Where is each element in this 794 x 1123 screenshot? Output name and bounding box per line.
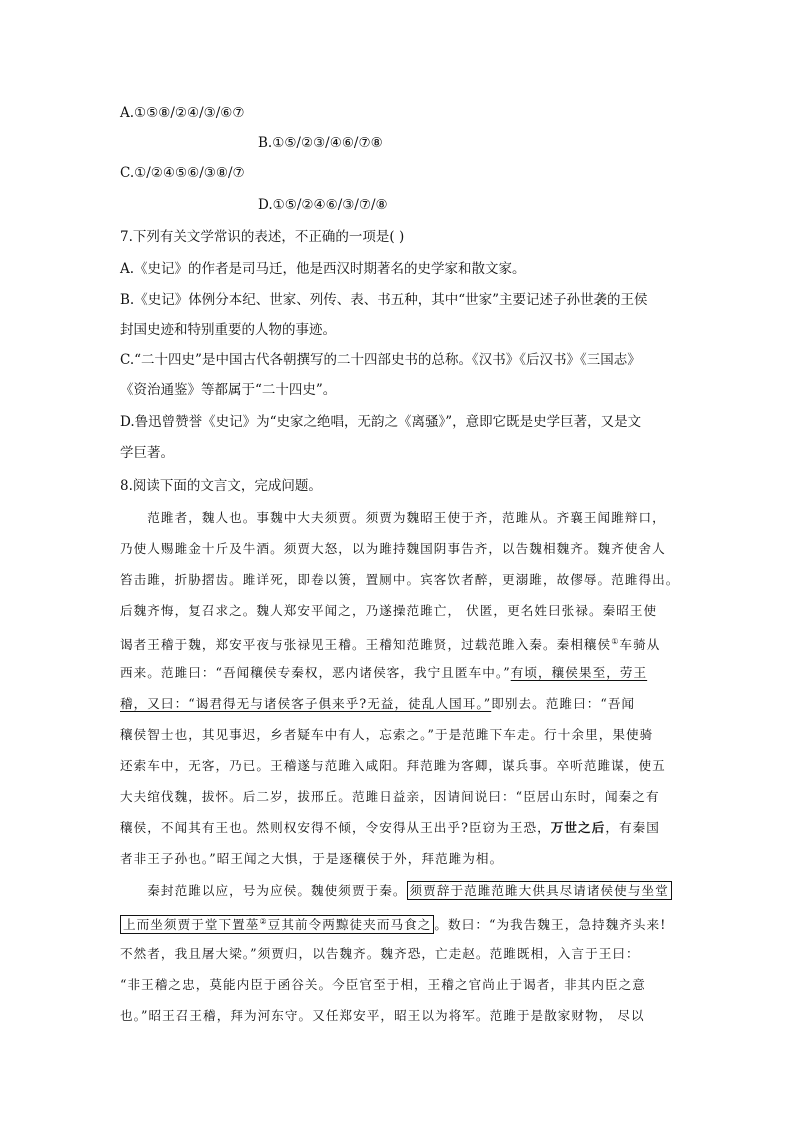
passage-line: 笞击雎，折胁摺齿。雎详死，即卷以箦，置厕中。宾客饮者醉，更溺雎，故僇辱。范雎得出。 bbox=[120, 572, 680, 587]
boxed-sentence: 须贾辞于范雎范雎大供具尽请诸侯使与坐堂 bbox=[407, 881, 672, 900]
passage-line: 穰侯智士也，其见事迟，乡者疑车中有人，忘索之。”于是范雎下车走。行十余里，果使骑 bbox=[120, 727, 654, 742]
question-7-option-c-line1: C.“二十四史”是中国古代各朝撰写的二十四部史书的总称。《汉书》《后汉书》《三国志》 bbox=[120, 352, 641, 368]
underlined-sentence: 稽，又曰：“谒君得无与诸侯客子俱来乎?无益，徒乱人国耳。” bbox=[120, 696, 492, 711]
passage-line: 者非王子孙也。”昭王闻之大惧，于是逐穰侯于外，拜范雎为相。 bbox=[120, 851, 504, 866]
question-7-option-c-line2: 《资治通鉴》等都属于“二十四史”。 bbox=[120, 382, 337, 398]
boxed-text: 豆其前令两黥徒夹而马食之 bbox=[267, 917, 432, 933]
footnote-marker: ① bbox=[611, 637, 620, 646]
boxed-text: 上而坐须贾于堂下置莝 bbox=[123, 917, 260, 933]
option-d: D.①⑤/②④⑥/③/⑦/⑧ bbox=[258, 197, 388, 213]
passage-line bbox=[120, 818, 660, 838]
passage-text: 秦封范雎以应，号为应侯。魏使须贾于秦。 bbox=[120, 883, 407, 898]
question-8-stem: 8.阅读下面的文言文，完成问题。 bbox=[120, 478, 322, 494]
passage-line: 后魏齐悔，复召求之。魏人郑安平闻之，乃遂操范雎亡， 伏匿，更名姓曰张禄。秦昭王使 bbox=[120, 603, 658, 618]
bold-phrase: 万世之后 bbox=[550, 820, 606, 835]
question-7-option-b-line1: B.《史记》体例分本纪、世家、列传、表、书五种，其中“世家”主要记述子孙世袭的王侯 bbox=[120, 292, 648, 308]
passage-line bbox=[120, 632, 660, 655]
passage-line: 范雎者，魏人也。事魏中大夫须贾。须贾为魏昭王使于齐，范雎从。齐襄王闻雎辩口， bbox=[120, 510, 666, 525]
passage-line: 大夫绾伐魏，拔怀。后二岁，拔邢丘。范雎日益亲，因请间说曰：“臣居山东时，闻秦之有 bbox=[120, 789, 660, 804]
passage-text: 即别去。范雎曰：“吾闻 bbox=[491, 696, 636, 711]
option-a: A.①⑤⑧/②④/③/⑥⑦ bbox=[120, 105, 245, 121]
passage-text: 谒者王稽于魏，郑安平夜与张禄见王稽。王稽知范雎贤，过载范雎入秦。秦相穰侯 bbox=[120, 637, 612, 653]
passage-text: 。数曰：“为我告魏王，急持魏齐头来! bbox=[434, 917, 667, 933]
passage-line bbox=[120, 663, 647, 683]
footnote-marker: ② bbox=[259, 917, 268, 926]
passage-line: “非王稽之忠，莫能内臣于函谷关。今臣官至于相，王稽之官尚止于谒者，非其内臣之意 bbox=[120, 977, 646, 992]
question-7-option-d-line1: D.鲁迅曾赞誉《史记》为“史家之绝唱，无韵之《离骚》”，意即它既是史学巨著，又是文 bbox=[120, 414, 642, 430]
passage-line: 乃使人赐雎金十斤及牛酒。须贾大怒，以为雎持魏国阴事告齐，以告魏相魏齐。魏齐使舍人 bbox=[120, 541, 666, 556]
question-7-stem: 7.下列有关文学常识的表述，不正确的一项是( ) bbox=[120, 229, 405, 245]
passage-text: 西来。范雎曰：“吾闻穰侯专秦权，恶内诸侯客，我宁且匿车中。” bbox=[120, 665, 511, 680]
option-c: C.①/②④⑤⑥/③⑧/⑦ bbox=[120, 165, 245, 181]
passage-line: 不然者，我且屠大梁。”须贾归，以告魏齐。魏齐恐，亡走赵。范雎既相，入言于王曰： bbox=[120, 946, 640, 961]
question-7-option-a: A.《史记》的作者是司马迁，他是西汉时期著名的史学家和散文家。 bbox=[120, 261, 526, 277]
passage-line: 也。”昭王召王稽，拜为河东守。又任郑安平，昭王以为将军。范雎于是散家财物， 尽以 bbox=[120, 1008, 645, 1023]
passage-text: 穰侯，不闻其有王也。然则权安得不倾，令安得从王出乎?臣窃为王恐， bbox=[120, 820, 551, 835]
option-b: B.①⑤/②③/④⑥/⑦⑧ bbox=[258, 135, 383, 151]
passage-line: 还索车中，无客，乃已。王稽遂与范雎入咸阳。拜范雎为客卿，谋兵事。卒听范雎谋，使五 bbox=[120, 758, 666, 773]
passage-line bbox=[120, 881, 672, 901]
passage-text: 车骑从 bbox=[619, 637, 661, 653]
passage-text: ，有秦国 bbox=[605, 820, 660, 835]
boxed-sentence bbox=[120, 915, 434, 934]
question-7-option-b-line2: 封国史迹和特别重要的人物的事迹。 bbox=[120, 322, 336, 338]
passage-line bbox=[120, 694, 635, 714]
passage-line bbox=[120, 912, 666, 935]
underlined-sentence: 有顷，穰侯果至，劳王 bbox=[510, 665, 648, 680]
question-7-option-d-line2: 学巨著。 bbox=[120, 445, 174, 461]
